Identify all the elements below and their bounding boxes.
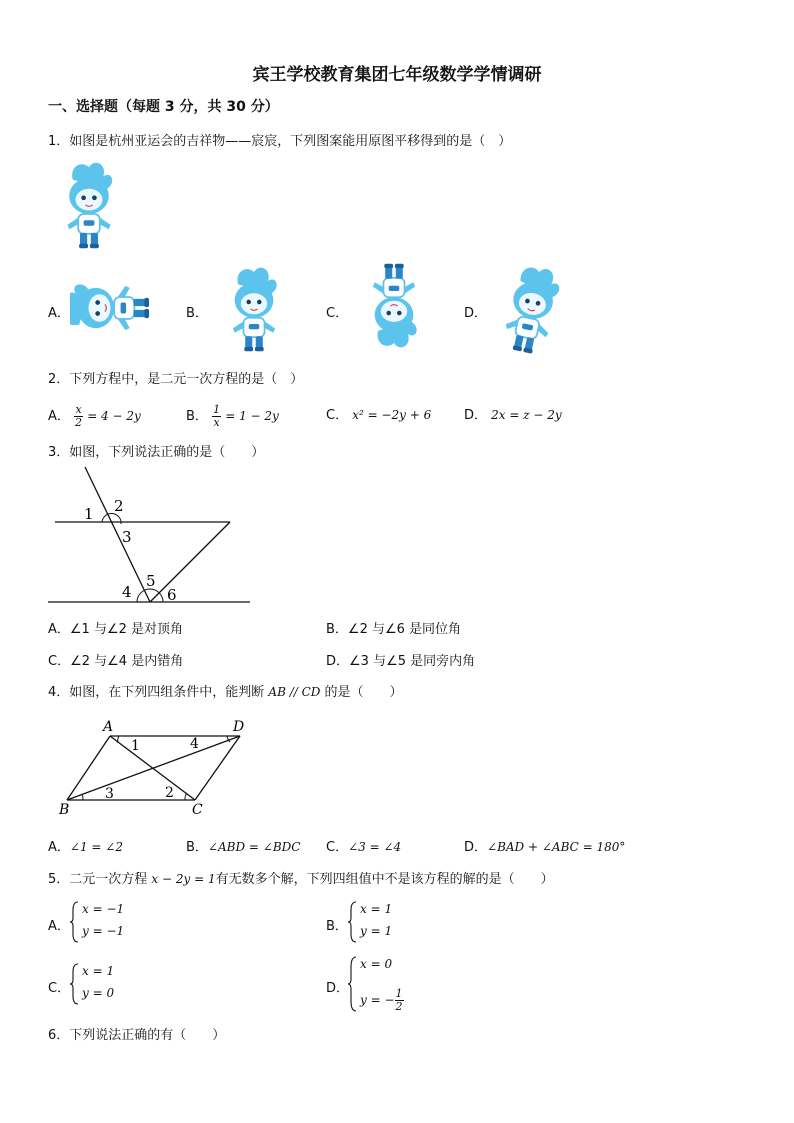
fraction-denominator: 2 [75, 416, 83, 429]
q1-option-a-label: A． [48, 306, 70, 321]
q5-option-a-brace [70, 900, 80, 944]
question-5-text [48, 868, 554, 887]
q4-option-a-label: A． [48, 840, 70, 855]
q5-option-b-label: B． [326, 919, 348, 934]
q2-option-a-rest: = 4 − 2y [87, 409, 141, 423]
arc-2 [185, 793, 187, 800]
q4-option-c-label: C． [326, 840, 349, 855]
question-2-text: 2．下列方程中，是二元一次方程的是（ ） [48, 372, 304, 387]
q1-option-b-label: B． [186, 306, 208, 321]
point-label-b: B [59, 802, 70, 818]
q3-option-b: B．∠2 与∠6 是同位角 [326, 622, 462, 637]
angle-label-2: 2 [114, 497, 124, 515]
angle-label-3: 3 [122, 528, 132, 546]
q2-option-c [326, 404, 431, 423]
angle-label-2: 2 [165, 785, 174, 801]
q4-option-a [48, 836, 123, 855]
point-label-c: C [192, 802, 203, 818]
angle-label-6: 6 [167, 586, 177, 604]
q5-option-c-eq-1: x = 1 [82, 964, 115, 978]
q5-option-b-eq-1: x = 1 [360, 902, 393, 916]
q5-text-pre: 5．二元一次方程 [48, 872, 152, 887]
q5-option-c-label: C． [48, 981, 71, 996]
angle-arc-bottom [137, 589, 163, 602]
q4-option-c [326, 836, 401, 855]
q2-option-b-label: B． [186, 409, 208, 424]
q2-option-c-equation: x² = −2y + 6 [352, 408, 432, 422]
q5-option-d-brace [348, 955, 358, 1013]
q1-option-c-label: C． [326, 306, 349, 321]
q4-text-post: 的是（ ） [320, 685, 403, 700]
q3-option-d: D．∠3 与∠5 是同旁内角 [326, 654, 476, 669]
q2-option-d [464, 404, 562, 423]
angle-label-5: 5 [146, 572, 156, 590]
fraction-denominator: 2 [395, 1000, 403, 1013]
q2-option-a-label: A． [48, 409, 70, 424]
q1-option-c-mascot-flipped [362, 262, 426, 350]
q1-option-b-mascot-translated [222, 265, 286, 353]
q4-option-b-label: B． [186, 840, 208, 855]
q4-text-math: AB // CD [268, 685, 321, 699]
angle-label-1: 1 [84, 505, 94, 523]
q1-option-d-mascot-posed [494, 262, 564, 356]
angle-label-4: 4 [190, 736, 199, 752]
q2-option-a [48, 404, 141, 429]
angle-label-1: 1 [131, 738, 140, 754]
fraction-denominator: x [213, 416, 220, 429]
point-label-a: A [103, 719, 114, 735]
q2-option-d-equation: 2x = z − 2y [491, 408, 562, 422]
transversal-right [150, 522, 230, 602]
q5-option-b-brace [348, 900, 358, 944]
q5-option-a-eq-1: x = −1 [82, 902, 125, 916]
q5-option-c-eq-2: y = 0 [82, 986, 115, 1000]
q2-option-b-rest: = 1 − 2y [225, 409, 279, 423]
angle-label-3: 3 [105, 786, 114, 802]
fraction-numerator: x [75, 403, 82, 416]
q5-option-d-eq-1: x = 0 [360, 957, 393, 971]
q5-option-c-brace [70, 962, 80, 1006]
q2-option-b [186, 404, 279, 429]
q4-option-d [464, 836, 625, 855]
question-6-text: 6．下列说法正确的有（ ） [48, 1028, 226, 1043]
q5-option-d-eq-2-lhs: y = − [360, 993, 395, 1007]
q5-option-a-label: A． [48, 919, 70, 934]
q1-option-d-label: D． [464, 306, 488, 321]
question-3-text: 3．如图，下列说法正确的是（ ） [48, 445, 265, 460]
q4-option-a-math: ∠1 = ∠2 [69, 840, 123, 854]
q5-text-math: x − 2y = 1 [151, 872, 216, 886]
q5-option-d-eq-2 [360, 988, 404, 1013]
section-heading: 一、选择题（每题 3 分，共 30 分） [48, 99, 279, 115]
q3-option-a: A．∠1 与∠2 是对顶角 [48, 622, 184, 637]
q2-option-d-label: D． [464, 408, 488, 423]
q4-text-pre: 4．如图，在下列四组条件中，能判断 [48, 685, 269, 700]
point-label-d: D [233, 719, 245, 735]
segment-dc [195, 736, 240, 800]
transversal-left [85, 467, 150, 602]
q3-option-c: C．∠2 与∠4 是内错角 [48, 654, 184, 669]
q5-option-a-eq-2: y = −1 [82, 924, 125, 938]
arc-3 [82, 794, 83, 800]
fraction-numerator: 1 [213, 403, 221, 416]
q4-option-b-math: ∠ABD = ∠BDC [207, 840, 301, 854]
mascot-original-image [56, 160, 122, 250]
angle-label-4: 4 [122, 583, 132, 601]
q2-option-c-label: C． [326, 408, 349, 423]
q5-option-d-fraction [395, 988, 404, 1013]
q5-option-d-label: D． [326, 981, 350, 996]
question-1-text: 1．如图是杭州亚运会的吉祥物——宸宸，下列图案能用原图平移得到的是（ ） [48, 134, 512, 149]
q4-option-b [186, 836, 300, 855]
q5-option-b-eq-2: y = 1 [360, 924, 393, 938]
q1-option-a-mascot-rotated [70, 275, 162, 341]
q4-parallelogram-diagram [55, 712, 265, 822]
q4-option-d-label: D． [464, 840, 488, 855]
diagonal-bd [67, 736, 240, 800]
q4-option-c-math: ∠3 = ∠4 [348, 840, 402, 854]
fraction-numerator: 1 [395, 987, 403, 1000]
segment-ab [67, 736, 110, 800]
q3-angle-diagram [40, 462, 260, 612]
page-title: 宾王学校教育集团七年级数学学情调研 [252, 65, 542, 85]
q5-text-post: 有无数多个解，下列四组值中不是该方程的解的是（ ） [215, 872, 554, 887]
question-4-text [48, 681, 403, 700]
q4-option-d-math: ∠BAD + ∠ABC = 180° [487, 840, 626, 854]
q2-option-b-fraction [212, 404, 221, 429]
q2-option-a-fraction [74, 404, 83, 429]
